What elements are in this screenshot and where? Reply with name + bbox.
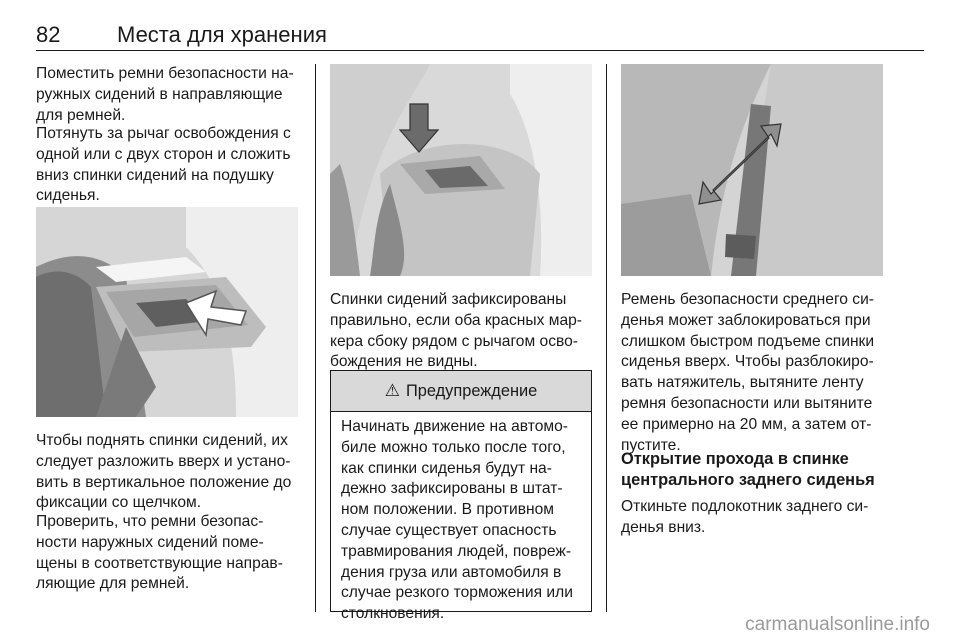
col2-paragraph-1: Спинки сидений зафиксированы правильно, если оба красных мар-кера сбоку рядом с рычагом осво-бождения не видны. — [330, 291, 582, 371]
col1-paragraph-1: Поместить ремни безопасности на-ружных сидений в направляющие для ремней. — [36, 65, 294, 124]
col3-heading: Открытие прохода в спинке центрального заднего сиденья — [621, 450, 875, 489]
col1-paragraph-2: Потянуть за рычаг освобождения с одной или с двух сторон и сложить вниз спинки сидений на подушку сиденья. — [36, 125, 291, 205]
col1-paragraph-4: Проверить, что ремни безопас-ности наружных сидений поме-щены в соответствующие направ-ляющие для ремней. — [36, 513, 283, 593]
warning-text: Начинать движение на автомо-биле можно только после того, как спинки сиденья будут на-дежно зафиксированы в штат-ном положении. В противном случае существует опасность травмирования людей, повреж-дения груза или автомобиля в случае резкого торможения или столкновения. — [341, 418, 573, 623]
illustration-release-lever — [36, 207, 298, 417]
footer-watermark: carmanualsonline.info — [745, 614, 930, 635]
page-number: 82 — [36, 22, 61, 47]
illustration-seat-belt — [621, 64, 883, 276]
col1-paragraph-3: Чтобы поднять спинки сидений, их следует разложить вверх и устано-вить в вертикальное положение до фиксации со щелчком. — [36, 432, 292, 512]
column-divider-2 — [606, 64, 607, 612]
col3-paragraph-1: Ремень безопасности среднего си-денья может заблокироваться при слишком быстром подъеме спинки сиденья вверх. Чтобы разблокиро-вать натяжитель, вытяните ленту ремня безопасности или вытяните ее примерно на 20 мм, а затем от-пустите. — [621, 291, 875, 454]
header-rule — [36, 50, 924, 51]
warning-box — [330, 370, 592, 623]
warning-title: Предупреждение — [405, 381, 538, 400]
column-divider-1 — [315, 64, 316, 612]
col3-paragraph-2: Откиньте подлокотник заднего си-денья вниз. — [621, 498, 869, 536]
warning-header — [331, 371, 591, 412]
illustration-lever-locked — [330, 64, 592, 276]
page-title: Места для хранения — [117, 22, 327, 47]
warning-triangle-icon: ⚠ — [384, 381, 400, 400]
